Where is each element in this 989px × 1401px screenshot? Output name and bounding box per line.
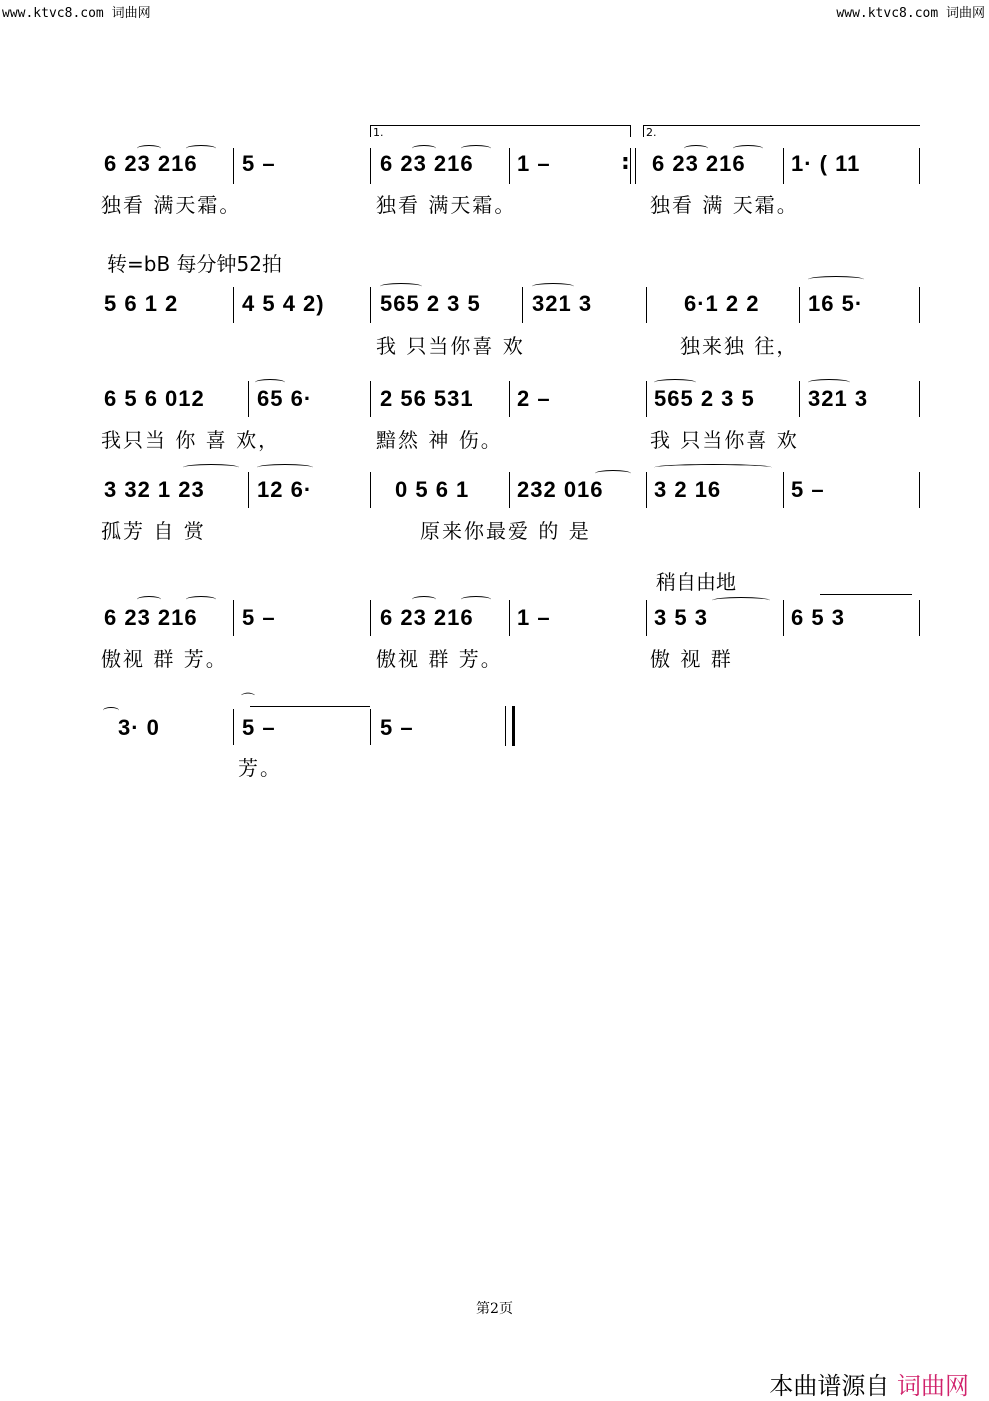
measure-notes: 5 – <box>380 715 414 740</box>
barline <box>233 600 234 636</box>
measure-notes: 3 32 1 23 <box>104 477 205 502</box>
tie-line <box>820 594 912 595</box>
slur <box>808 276 864 283</box>
volta-first-label: 1. <box>373 126 384 139</box>
barline <box>509 472 510 508</box>
lyric-line: 我 只当你喜 欢 <box>376 334 525 358</box>
slur <box>412 596 436 603</box>
footer-brand-link[interactable]: 词曲网 <box>897 1372 969 1400</box>
slur <box>654 464 772 471</box>
measure-notes: 321 3 <box>532 291 593 316</box>
measure-notes: 65 6· <box>257 386 313 411</box>
lyric-line: 孤芳 自 赏 <box>101 519 206 543</box>
barline <box>783 600 784 636</box>
measure-notes: 6·1 2 2 <box>684 291 760 316</box>
barline <box>919 287 920 323</box>
repeat-barline <box>630 148 636 184</box>
measure-notes: 6 23 216 <box>380 151 474 176</box>
measure-notes: 1 – <box>517 605 551 630</box>
lyric-line: 独看 满天霜。 <box>101 193 242 217</box>
measure-notes: 6 5 3 <box>791 605 845 630</box>
measure-notes: 3 5 3 <box>654 605 708 630</box>
barline <box>370 148 371 184</box>
barline <box>248 472 249 508</box>
barline <box>509 600 510 636</box>
lyric-line: 傲视 群 芳。 <box>376 647 503 671</box>
lyric-line: 我只当 你 喜 欢， <box>101 428 281 452</box>
slur <box>654 379 696 386</box>
slur <box>183 464 239 471</box>
slur <box>532 283 574 290</box>
barline <box>370 472 371 508</box>
tempo-marking: 稍自由地 <box>656 570 736 594</box>
measure-notes: 2 56 531 <box>380 386 474 411</box>
slur <box>380 283 422 290</box>
barline <box>783 472 784 508</box>
source-footer[interactable] <box>769 1366 969 1401</box>
measure-notes: 321 3 <box>808 386 869 411</box>
tie-line <box>250 706 370 707</box>
measure-notes: 12 6· <box>257 477 313 502</box>
repeat-sign: : <box>621 150 630 175</box>
barline <box>509 148 510 184</box>
barline <box>646 472 647 508</box>
key-tempo-marking: 转=bB 每分钟52拍 <box>107 252 282 276</box>
barline <box>646 381 647 417</box>
measure-notes: 5 – <box>242 715 276 740</box>
barline <box>799 287 800 323</box>
barline <box>919 381 920 417</box>
fermata-icon: ⌒ <box>241 693 255 709</box>
measure-notes: 3· 0 <box>118 715 160 740</box>
barline <box>370 709 371 745</box>
measure-notes: 3 2 16 <box>654 477 722 502</box>
lyric-line: 独看 满 天霜。 <box>650 193 799 217</box>
barline <box>248 381 249 417</box>
barline <box>646 600 647 636</box>
measure-notes: 6 23 216 <box>104 605 198 630</box>
slur <box>808 379 850 386</box>
measure-notes: 5 – <box>242 605 276 630</box>
slur <box>186 596 216 603</box>
lyric-line: 傲视 群 芳。 <box>101 647 228 671</box>
barline <box>646 287 647 323</box>
measure-notes: 0 5 6 1 <box>395 477 470 502</box>
measure-notes: 6 23 216 <box>380 605 474 630</box>
measure-notes: 6 23 216 <box>104 151 198 176</box>
measure-notes: 16 5· <box>808 291 864 316</box>
measure-notes: 6 23 216 <box>652 151 746 176</box>
measure-notes: 6 5 6 012 <box>104 386 205 411</box>
barline <box>919 148 920 184</box>
barline <box>233 148 234 184</box>
barline <box>370 287 371 323</box>
barline <box>370 600 371 636</box>
slur <box>255 379 285 386</box>
slur <box>137 145 161 152</box>
barline <box>522 287 523 323</box>
slur <box>461 596 491 603</box>
barline <box>919 472 920 508</box>
header-site-left[interactable]: www.ktvc8.com 词曲网 <box>2 6 151 21</box>
measure-notes: 4 5 4 2) <box>242 291 325 316</box>
lyric-line: 原来你最爱 的 是 <box>420 519 591 543</box>
lyric-line: 傲 视 群 <box>650 647 733 671</box>
slur <box>186 145 216 152</box>
lyric-line: 独看 满天霜。 <box>376 193 517 217</box>
final-barline <box>505 706 515 746</box>
slur <box>461 145 491 152</box>
measure-notes: 2 – <box>517 386 551 411</box>
measure-notes: 1 – <box>517 151 551 176</box>
page-number: 第2页 <box>476 1301 513 1317</box>
slur <box>103 707 119 714</box>
barline <box>233 709 234 745</box>
header-site-right[interactable]: www.ktvc8.com 词曲网 <box>836 6 985 21</box>
footer-prefix: 本曲谱源自 <box>769 1372 890 1400</box>
slur <box>137 596 161 603</box>
lyric-line: 我 只当你喜 欢 <box>650 428 799 452</box>
barline <box>233 287 234 323</box>
measure-notes: 232 016 <box>517 477 604 502</box>
measure-notes: 5 6 1 2 <box>104 291 179 316</box>
measure-notes: 5 – <box>791 477 825 502</box>
lyric-line: 黯然 神 伤。 <box>376 428 503 452</box>
measure-notes: 565 2 3 5 <box>654 386 755 411</box>
measure-notes: 565 2 3 5 <box>380 291 481 316</box>
barline <box>370 381 371 417</box>
slur <box>412 145 436 152</box>
barline <box>509 381 510 417</box>
measure-notes: 5 – <box>242 151 276 176</box>
barline <box>799 381 800 417</box>
slur <box>712 597 770 604</box>
slur <box>684 145 708 152</box>
measure-notes: 1· ( 11 <box>791 151 861 176</box>
lyric-line: 芳。 <box>238 756 282 780</box>
barline <box>783 148 784 184</box>
barline <box>919 600 920 636</box>
slur <box>733 145 763 152</box>
slur <box>595 470 631 477</box>
lyric-line: 独来独 往， <box>680 334 799 358</box>
volta-second-label: 2. <box>646 126 657 139</box>
slur <box>257 464 313 471</box>
